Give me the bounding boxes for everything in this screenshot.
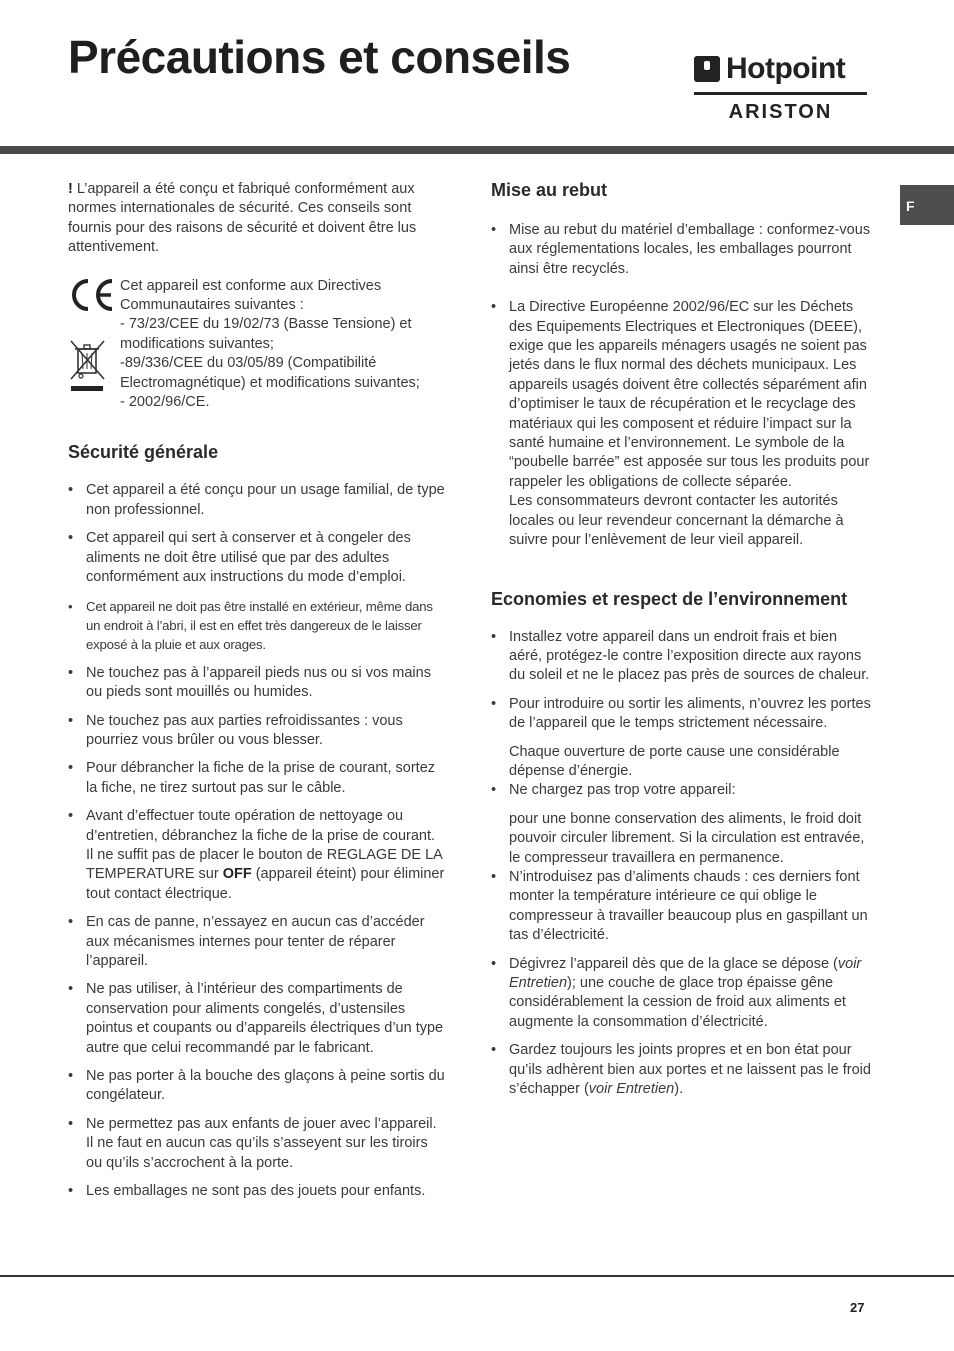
logo-divider xyxy=(694,92,867,95)
footer-divider xyxy=(0,1275,954,1277)
brand-subname: ARISTON xyxy=(728,101,833,123)
securite-list xyxy=(68,481,446,1201)
directive-line: - 73/23/CEE du 19/02/73 (Basse Tensione) et modifications suivantes; xyxy=(120,316,412,352)
header-divider xyxy=(0,146,954,154)
language-tab: F xyxy=(900,185,954,225)
page-number: 27 xyxy=(850,1300,865,1315)
list-item: • Gardez toujours les joints propres et en bon état pour qu’ils adhèrent bien aux portes et ne laissent pas le froid s’échapper (voir Entretien). xyxy=(491,1041,871,1099)
right-column xyxy=(491,180,871,1108)
list-item-continuation: Chaque ouverture de porte cause une considérable dépense d’énergie. xyxy=(509,743,840,779)
list-item: • Les emballages ne sont pas des jouets pour enfants. xyxy=(68,1182,446,1201)
list-item: • Cet appareil ne doit pas être installé en extérieur, même dans un endroit à l’abri, il est en effet très dangereux de le laisser exposé à la pluie et aux orages. xyxy=(68,597,446,655)
list-item: • N’introduisez pas d’aliments chauds : ces derniers font monter la température intérieure ce qui oblige le compresseur à travailler beaucoup plus en gaspillant un tas d’électricité. xyxy=(491,868,871,946)
section-heading-rebut: Mise au rebut xyxy=(491,180,608,200)
list-item: • Cet appareil a été conçu pour un usage familial, de type non professionnel. xyxy=(68,481,446,520)
crossed-bin-icon xyxy=(68,337,108,393)
page-title: Précautions et conseils xyxy=(68,31,571,83)
hotpoint-logo-icon xyxy=(694,56,720,82)
directive-line: -89/336/CEE du 03/05/89 (Compatibilité Electromagnétique) et modifications suivantes; xyxy=(120,355,420,391)
list-item-continuation: pour une bonne conservation des aliments, le froid doit pouvoir circuler librement. Si la circulation est entravée, le compresseur travaillera en permanence. xyxy=(509,810,865,866)
list-item: • Ne chargez pas trop votre appareil: xyxy=(491,781,871,800)
list-item: • Installez votre appareil dans un endroit frais et bien aéré, protégez-le contre l’exposition directe aux rayons du soleil et ne le placez pas près de sources de chaleur. xyxy=(491,628,871,686)
ce-mark-icon xyxy=(68,277,116,313)
list-item: • Cet appareil qui sert à conserver et à congeler des aliments ne doit être utilisé que par des adultes conformément aux instructions du mode d’emploi. xyxy=(68,529,446,587)
list-item: • Dégivrez l’appareil dès que de la glace se dépose (voir Entretien); une couche de glace trop épaisse gêne considérablement la cession de froid aux aliments et augmente la consommation d’électricité. xyxy=(491,955,871,1033)
list-item: • Ne pas porter à la bouche des glaçons à peine sortis du congélateur. xyxy=(68,1067,446,1106)
list-item: • La Directive Européenne 2002/96/EC sur les Déchets des Equipements Electriques et Electroniques (DEEE), exige que les appareils ménagers usagés ne soient pas jetés dans le flux normal des déchets municipaux. Les appareils usagés doivent être collectés séparément afin d’optimiser le taux de récupération et le recyclage des matériaux qui les composent et réduire l’impact sur la santé humaine et l’environnement. Le symbole de la “poubelle barrée” est apposée sur tous les produits pour rappeler les obligations de collecte séparée. Les consommateurs devront contacter les autorités locales ou leur revendeur concernant la démarche à suivre pour l’enlèvement de leur vieil appareil. xyxy=(491,298,871,550)
warning-mark: ! xyxy=(68,181,73,197)
list-item: • Pour introduire ou sortir les aliments, n’ouvrez les portes de l’appareil que le temps strictement nécessaire. xyxy=(491,695,871,734)
list-item: • Ne pas utiliser, à l’intérieur des compartiments de conservation pour aliments congelés, d’ustensiles pointus et coupants ou d’appareils électriques d’un type autre que celui recommandé par le fabricant. xyxy=(68,980,446,1058)
left-column xyxy=(68,180,446,1210)
directive-line: - 2002/96/CE. xyxy=(120,394,210,411)
list-item: • Ne touchez pas aux parties refroidissantes : vous pourriez vous brûler ou vous blesser. xyxy=(68,712,446,751)
rebut-list xyxy=(491,221,871,551)
list-item: • Mise au rebut du matériel d’emballage : conformez-vous aux réglementations locales, les emballages pourront ainsi être recyclés. xyxy=(491,221,871,279)
list-item: • Ne touchez pas à l’appareil pieds nus ou si vos mains ou pieds sont mouillés ou humides. xyxy=(68,664,446,703)
list-item: • Avant d’effectuer toute opération de nettoyage ou d’entretien, débranchez la fiche de la prise de courant. Il ne suffit pas de placer le bouton de REGLAGE DE LA TEMPERATURE sur OFF (appareil éteint) pour éliminer tout contact électrique. xyxy=(68,807,446,904)
directive-line: Cet appareil est conforme aux Directives Communautaires suivantes : xyxy=(120,277,382,314)
eco-list xyxy=(491,628,871,734)
hotpoint-ariston-logo xyxy=(694,52,869,124)
section-heading-eco: Economies et respect de l’environnement xyxy=(491,588,848,609)
intro-paragraph: ! L’appareil a été conçu et fabriqué conformément aux normes internationales de sécurité. Ces conseils sont fournis pour des raisons de sécurité et doivent être lus attentivement. xyxy=(68,181,417,256)
directives-block xyxy=(68,277,446,413)
brand-name: Hotpoint xyxy=(726,52,846,85)
section-heading-securite: Sécurité générale xyxy=(68,442,219,463)
list-item: • Ne permettez pas aux enfants de jouer avec l’appareil. Il ne faut en aucun cas qu’ils s’asseyent sur les tiroirs ou qu’ils s’accrochent à la porte. xyxy=(68,1115,446,1173)
list-item: • En cas de panne, n’essayez en aucun cas d’accéder aux mécanismes internes pour tenter de réparer l’appareil. xyxy=(68,913,446,971)
list-item: • Pour débrancher la fiche de la prise de courant, sortez la fiche, ne tirez surtout pas sur le câble. xyxy=(68,759,446,798)
